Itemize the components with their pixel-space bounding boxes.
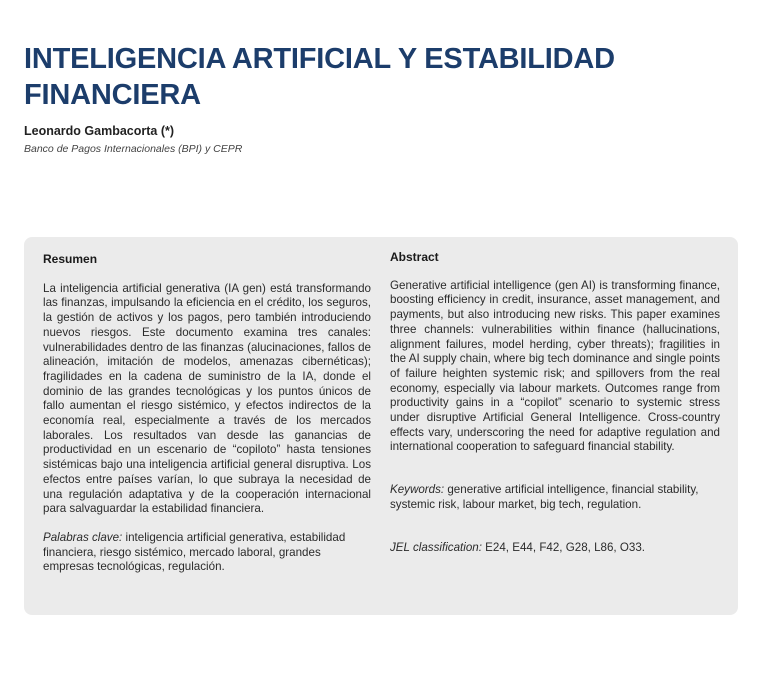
author-name: Leonardo Gambacorta (*) [24, 124, 175, 138]
abstract-keywords-label: Keywords: [390, 483, 445, 497]
abstract-body: Generative artificial intelligence (gen AI) is transforming finance, boosting efficiency in credit, insurance, asset management, and payments, but also introducing new risks. This paper examines three channels: vulnerabilities within finance (hallucinations, alignment failures, model herding, cyber threats); fragilities in the AI supply chain, where big tech dominance and single points of failure heighten systemic risk; and spillovers from the real economy, especially via labour markets. Outcomes range from productivity gains in a “copilot” scenario to systemic stress under disruptive Artificial General Intelligence. Cross-country effects vary, underscoring the need for adaptive regulation and international cooperation to safeguard financial stability. [390, 278, 720, 454]
author-affiliation: Banco de Pagos Internacionales (BPI) y CEPR [24, 143, 243, 155]
resumen-keywords-label: Palabras clave: [43, 530, 123, 544]
jel-codes: E24, E44, F42, G28, L86, O33. [485, 540, 646, 554]
abstract-panel [24, 237, 738, 615]
article-title: INTELIGENCIA ARTIFICIAL Y ESTABILIDAD FINANCIERA [24, 43, 615, 111]
resumen-heading: Resumen [43, 252, 98, 266]
resumen-body: La inteligencia artificial generativa (IA gen) está transformando las finanzas, impulsando la eficiencia en el crédito, los seguros, la gestión de activos y los pagos, pero también introduciendo nuevos riesgos. Este documento examina tres canales: vulnerabilidades dentro de las finanzas (alucinaciones, fallos de alineación, imitación de modelos, amenazas cibernéticas); fragilidades en la cadena de suministro de la IA, donde el dominio de las grandes tecnológicas y los puntos únicos de fallo aumentan el riesgo sistémico, y efectos indirectos de la economía real, especialmente a través de los mercados laborales. Los resultados van desde las ganancias de productividad en un escenario de “copiloto” hasta tensiones sistémicas bajo una inteligencia artificial general disruptiva. Los efectos entre países varían, lo que subraya la necesidad de una regulación adaptativa y de la cooperación internacional para salvaguardar la estabilidad financiera. [43, 281, 371, 516]
abstract-column [390, 250, 720, 555]
jel-label: JEL classification: [390, 540, 482, 554]
abstract-keywords [390, 483, 720, 512]
jel-classification [390, 541, 720, 556]
resumen-keywords-text: inteligencia artificial generativa, estabilidad financiera, riesgo sistémico, mercado laboral, grandes empresas tecnológicas, regulación. [43, 530, 346, 574]
resumen-keywords [43, 531, 371, 575]
resumen-column [43, 252, 371, 575]
abstract-heading: Abstract [390, 250, 439, 264]
abstract-keywords-text: generative artificial intelligence, financial stability, systemic risk, labour market, big tech, regulation. [390, 483, 699, 511]
